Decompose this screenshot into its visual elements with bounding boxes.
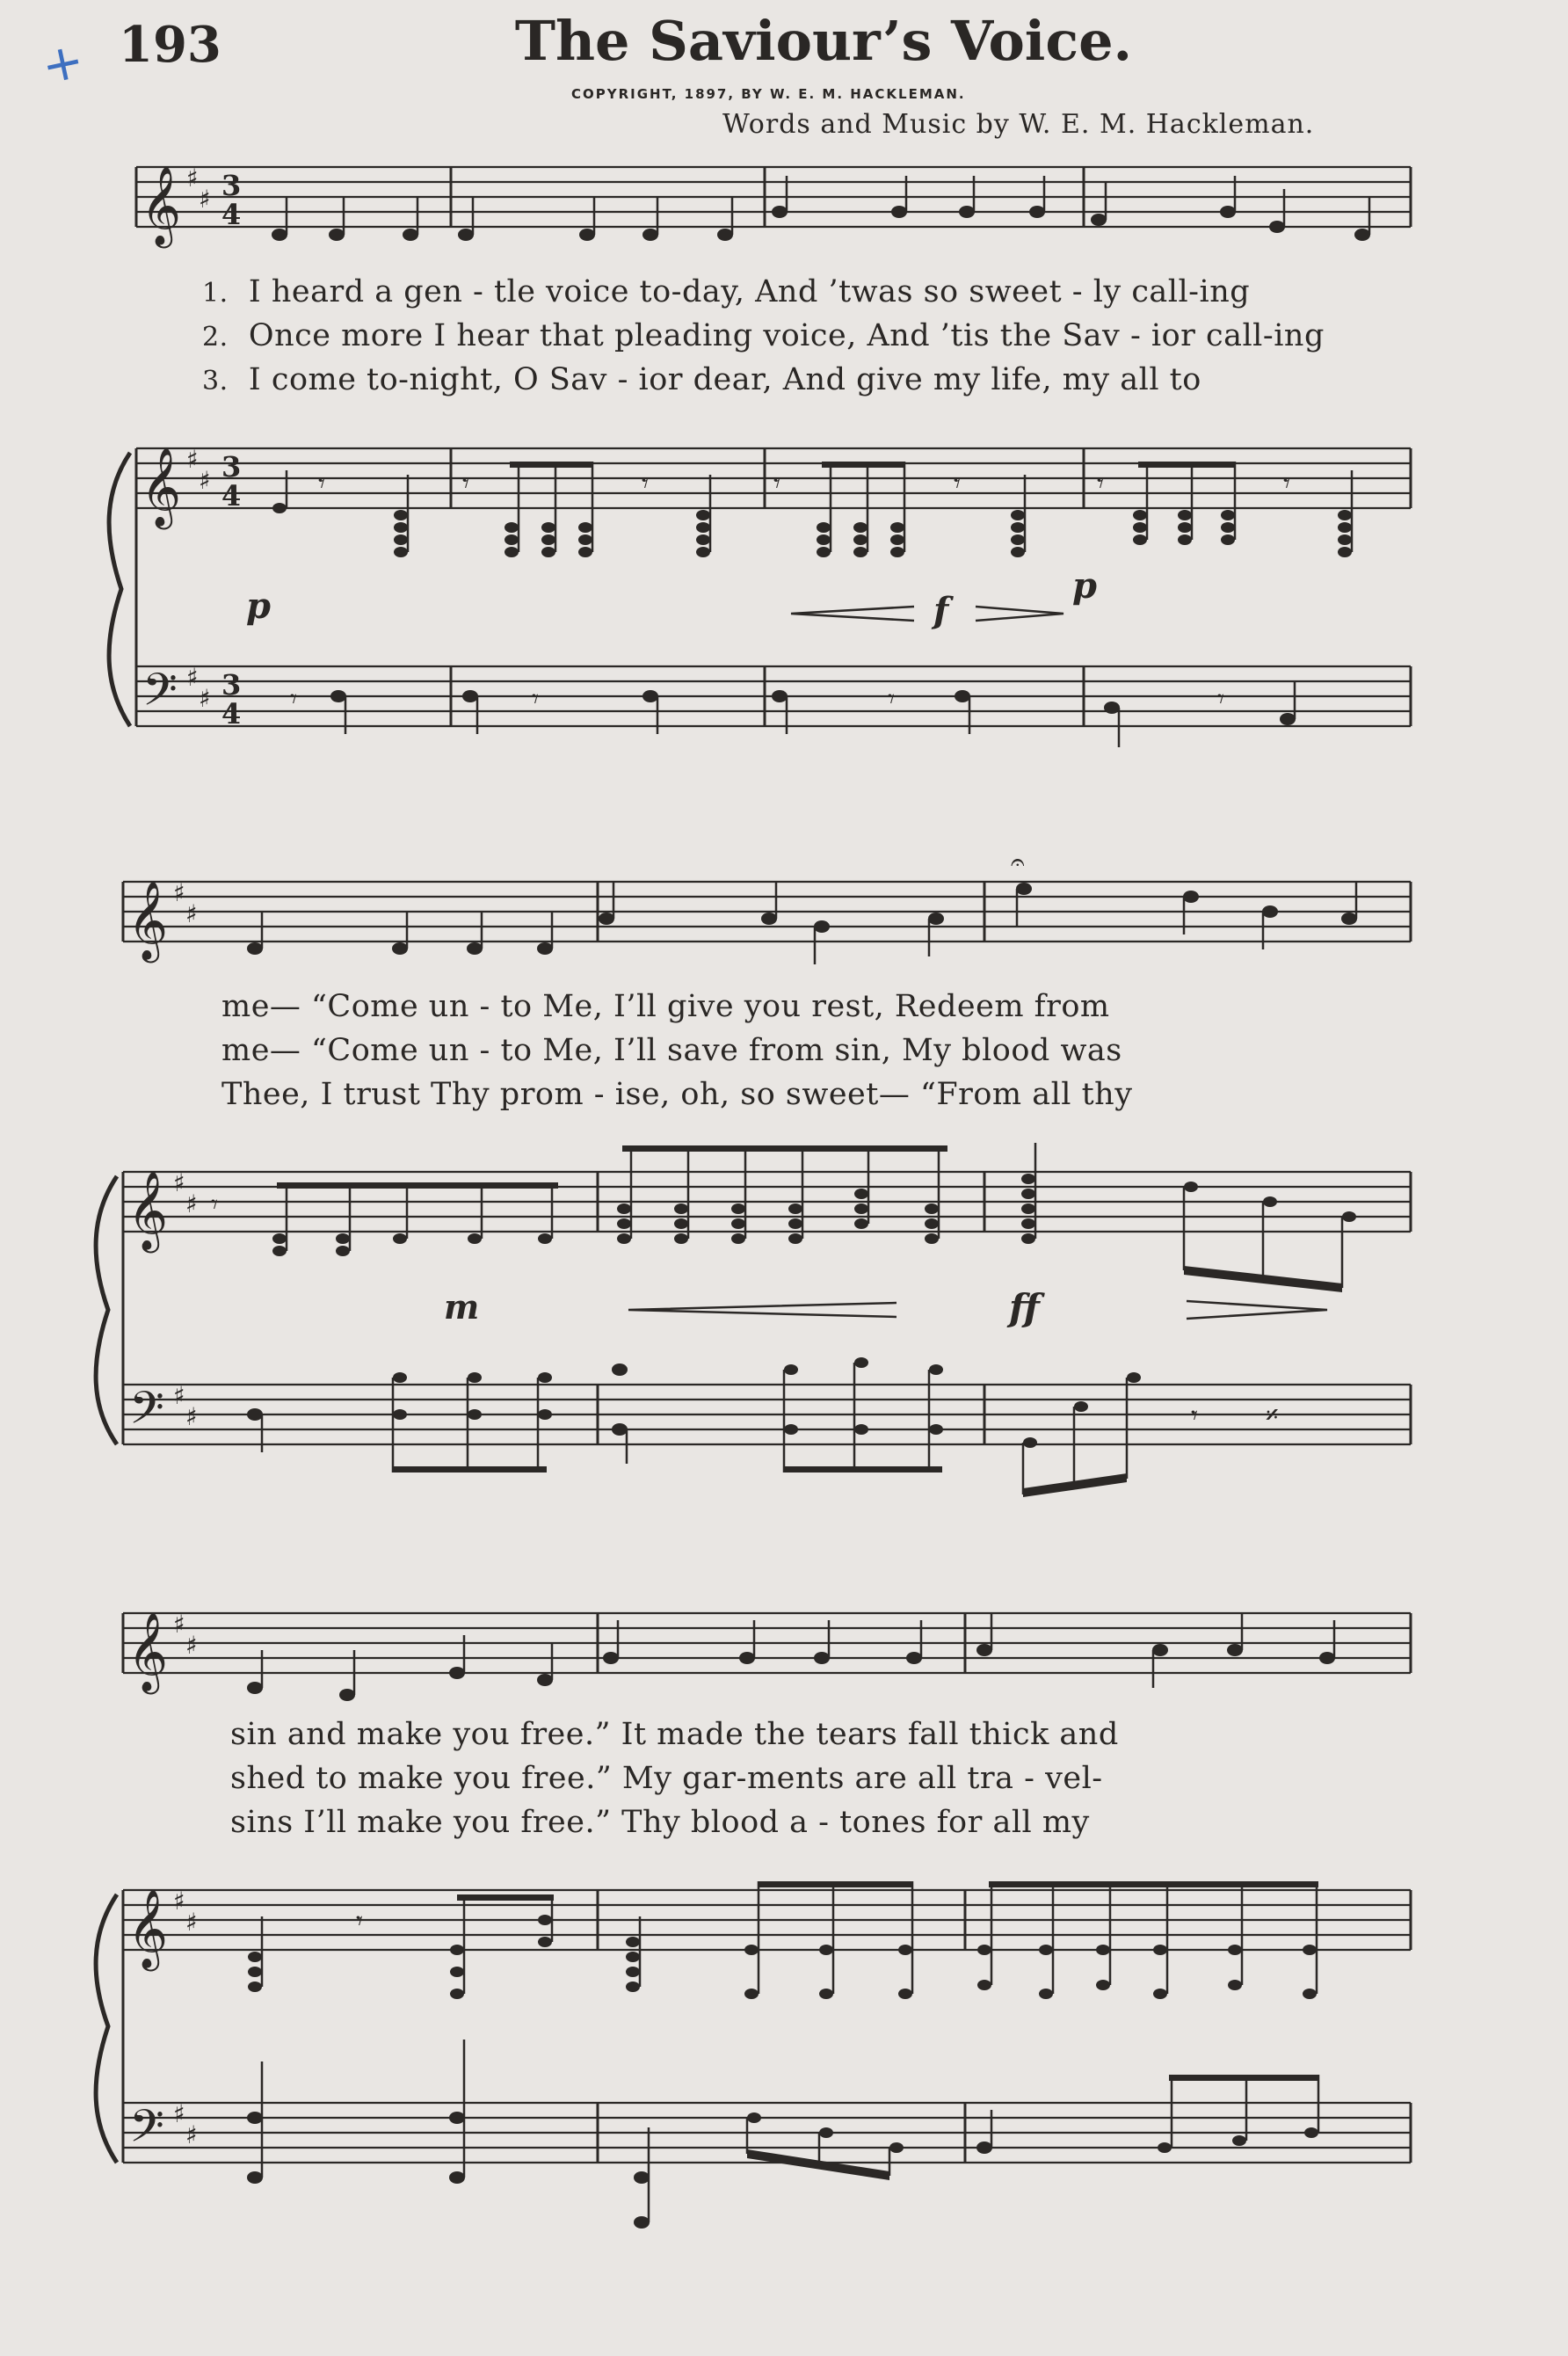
copyright-line: COPYRIGHT, 1897, BY W. E. M. HACKLEMAN. [571, 86, 966, 102]
piano-bass-staff-2 [123, 1385, 1411, 1444]
key-sharp: ♯ [185, 1189, 198, 1218]
dynamic-mark: ff [1009, 1286, 1040, 1329]
svg-text:𝄐: 𝄐 [1011, 847, 1025, 876]
key-sharp: ♯ [199, 185, 211, 214]
piano-brace [109, 453, 130, 726]
svg-text:𝄾: 𝄾 [290, 684, 297, 715]
lyric-line: shed to make you free.” My gar-ments are all tra - vel- [230, 1761, 1103, 1796]
decrescendo-hairpin [976, 607, 1063, 621]
key-sharp: ♯ [186, 164, 199, 193]
svg-text:𝄾: 𝄾 [356, 1906, 363, 1937]
svg-text:𝄾: 𝄾 [318, 469, 325, 499]
svg-text:𝄾: 𝄾 [888, 684, 895, 715]
hymn-number: 193 [119, 16, 221, 74]
verse-number: 1. [202, 278, 229, 309]
verse-number: 2. [202, 322, 229, 353]
lyric-line [202, 362, 1201, 397]
treble-clef: 𝄞 [127, 1889, 169, 1968]
dynamic-mark: p [1072, 565, 1097, 607]
lyric-text: Once more I hear that pleading voice, And ’tis the Sav - ior call-ing [248, 318, 1325, 353]
key-sharp: ♯ [173, 1168, 185, 1197]
time-sig-top: 3 [221, 169, 242, 202]
key-sharp: ♯ [173, 1381, 185, 1410]
author-credit: Words and Music by W. E. M. Hackleman. [722, 109, 1315, 140]
svg-text:𝄾: 𝄾 [1217, 684, 1224, 715]
hymn-title: The Saviour’s Voice. [514, 9, 1133, 73]
time-sig-bottom: 4 [221, 198, 242, 231]
melody-staff-3 [123, 1613, 1411, 1673]
lyric-text: I come to-night, O Sav - ior dear, And give my life, my all to [248, 362, 1201, 397]
svg-text:𝄾: 𝄾 [1283, 469, 1290, 499]
time-sig-top: 3 [221, 450, 242, 484]
bass-clef: 𝄢 [142, 663, 178, 727]
treble-clef: 𝄞 [141, 166, 182, 245]
key-sharp: ♯ [185, 899, 198, 928]
time-sig-top: 3 [221, 668, 242, 702]
piano-treble-notes-3 [248, 1881, 1318, 1999]
pencil-mark: + [36, 31, 90, 97]
lyric-text: I heard a gen - tle voice to-day, And ’twas so sweet - ly call-ing [248, 274, 1251, 309]
svg-text:𝄾: 𝄾 [1191, 1400, 1198, 1431]
key-sharp: ♯ [199, 466, 211, 495]
treble-clef: 𝄞 [127, 881, 169, 960]
svg-text:𝄾: 𝄾 [1097, 469, 1104, 499]
time-sig-bottom: 4 [221, 479, 242, 513]
dynamic-mark: m [444, 1287, 480, 1327]
melody-notes-2 [247, 847, 1357, 964]
svg-text:𝄎: 𝄎 [1266, 1400, 1279, 1431]
svg-text:𝄾: 𝄾 [211, 1189, 218, 1220]
melody-staff-1 [136, 167, 1411, 227]
treble-clef: 𝄞 [127, 1171, 169, 1250]
lyric-line: me— “Come un - to Me, I’ll save from sin, My blood was [221, 1033, 1122, 1068]
key-sharp: ♯ [185, 1908, 198, 1937]
key-sharp: ♯ [173, 2099, 185, 2128]
key-sharp: ♯ [173, 1610, 185, 1639]
decrescendo-hairpin [1187, 1301, 1327, 1319]
key-sharp: ♯ [186, 445, 199, 474]
piano-brace [96, 1176, 117, 1444]
piano-treble-staff-3 [123, 1890, 1411, 1950]
time-sig-bottom: 4 [221, 697, 242, 731]
bass-clef: 𝄢 [129, 1381, 164, 1445]
piano-brace [96, 1894, 117, 2163]
svg-text:𝄾: 𝄾 [954, 469, 961, 499]
key-sharp: ♯ [185, 1402, 198, 1431]
key-sharp: ♯ [173, 1887, 185, 1916]
treble-clef: 𝄞 [141, 447, 182, 527]
key-sharp: ♯ [173, 878, 185, 907]
svg-text:𝄾: 𝄾 [773, 469, 780, 499]
crescendo-hairpin [791, 607, 914, 621]
bass-clef: 𝄢 [129, 2099, 164, 2163]
key-sharp: ♯ [199, 684, 211, 713]
piano-bass-notes-3 [247, 2040, 1318, 2229]
key-sharp: ♯ [185, 2120, 198, 2149]
piano-treble-notes-1 [272, 462, 1352, 557]
piano-bass-notes-1 [290, 681, 1296, 747]
dynamic-mark: f [933, 590, 949, 631]
treble-clef: 𝄞 [127, 1612, 169, 1691]
dynamic-mark: p [246, 585, 271, 627]
system-3 [96, 1610, 1411, 2229]
key-sharp: ♯ [185, 1631, 198, 1660]
crescendo-hairpin [628, 1303, 897, 1317]
piano-bass-notes-2 [247, 1357, 1279, 1497]
system-2 [96, 847, 1411, 1497]
lyric-line: sin and make you free.” It made the tears fall thick and [230, 1717, 1119, 1752]
svg-text:𝄾: 𝄾 [532, 684, 539, 715]
svg-text:𝄾: 𝄾 [462, 469, 469, 499]
system-1 [109, 164, 1411, 747]
piano-treble-staff-2 [123, 1172, 1411, 1232]
lyric-line [202, 318, 1325, 353]
svg-text:𝄾: 𝄾 [642, 469, 649, 499]
lyric-line: me— “Come un - to Me, I’ll give you rest, Redeem from [221, 989, 1110, 1024]
melody-staff-2 [123, 882, 1411, 942]
verse-number: 3. [202, 366, 229, 396]
lyric-line [202, 274, 1250, 309]
lyric-line: Thee, I trust Thy prom - ise, oh, so sweet— “From all thy [221, 1077, 1133, 1112]
lyric-line: sins I’ll make you free.” Thy blood a - tones for all my [230, 1805, 1090, 1840]
melody-notes-1 [272, 176, 1370, 241]
key-sharp: ♯ [186, 663, 199, 692]
